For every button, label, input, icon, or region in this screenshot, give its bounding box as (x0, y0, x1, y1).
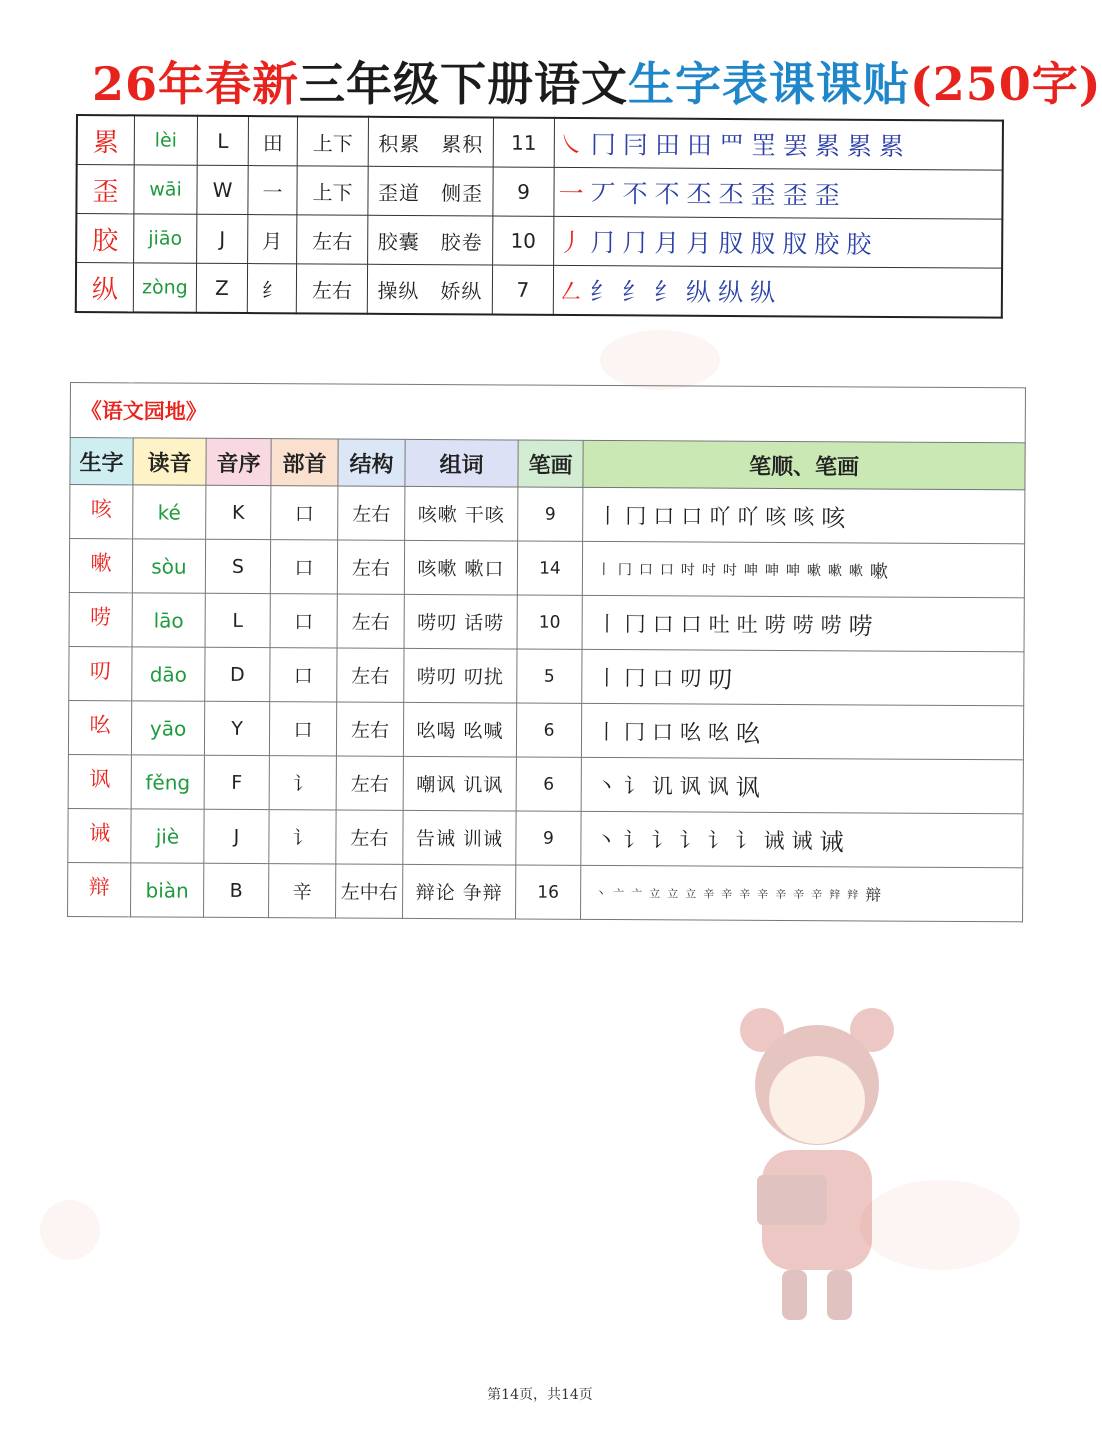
stroke-step: 吖 (737, 504, 759, 529)
character-cell: 讽 (68, 754, 131, 808)
stroke-step: 唠 (848, 612, 873, 641)
stroke-step: 吐 (736, 612, 758, 637)
stroke-order-cell (554, 167, 1003, 219)
stroke-order-cell (581, 811, 1023, 867)
words-cell: 辩论 争辩 (403, 864, 516, 919)
stroke-step: 田 (654, 130, 680, 160)
stroke-count-cell: 6 (516, 757, 581, 811)
header-character: 生字 (70, 438, 133, 485)
header-stroke-count: 笔画 (518, 440, 583, 487)
stroke-step: 吆 (679, 719, 702, 745)
stroke-step: 吐 (708, 612, 730, 637)
words-cell: 嘲讽 讥讽 (403, 756, 516, 811)
table-row (76, 214, 1002, 269)
stroke-count-cell: 14 (517, 541, 582, 595)
words-cell: 歪道 侧歪 (368, 166, 493, 216)
stroke-count-cell: 11 (493, 118, 554, 168)
header-initial: 音序 (206, 438, 271, 485)
radical-cell: 一 (248, 166, 297, 215)
stroke-step: 吋 (680, 561, 696, 578)
stroke-step: 纟 (621, 277, 648, 307)
words-cell: 告诫 训诫 (403, 810, 516, 865)
stroke-step: 月 (654, 228, 680, 258)
pinyin-cell: ké (133, 485, 206, 539)
stroke-step: 诫 (763, 828, 785, 853)
structure-cell: 左中右 (336, 864, 403, 918)
stroke-step: ㇜ (557, 276, 584, 307)
structure-cell: 左右 (337, 648, 404, 702)
stroke-step: 讠 (735, 828, 757, 853)
stroke-step: 辛 (775, 887, 787, 901)
stroke-step: 口 (659, 561, 675, 578)
stroke-step: 纟 (653, 277, 680, 307)
stroke-step: 叨 (708, 665, 733, 694)
structure-cell: 左右 (336, 702, 403, 756)
stroke-step: 口 (652, 611, 674, 636)
stroke-step: 辛 (811, 887, 823, 901)
initial-cell: K (206, 485, 271, 539)
stroke-step: 吋 (701, 562, 717, 579)
structure-cell: 左右 (297, 215, 368, 264)
stroke-step: 纵 (749, 278, 776, 308)
background-decoration (40, 1200, 100, 1260)
stroke-step: 累 (878, 131, 905, 162)
stroke-step: 口 (680, 611, 702, 637)
stroke-step: 诫 (791, 828, 813, 853)
stroke-step: ㇏ (558, 129, 584, 160)
stroke-step: 累 (846, 131, 873, 161)
stroke-step: 丨 (596, 561, 612, 578)
stroke-order-cell (554, 118, 1003, 170)
stroke-count-cell: 10 (517, 595, 582, 649)
stroke-step: 肞 (782, 229, 808, 259)
character-cell: 嗽 (69, 539, 132, 593)
stroke-step: 诫 (819, 828, 844, 857)
title-part-grade-year: 26年春新 (92, 57, 300, 111)
words-cell: 胶囊 胶卷 (368, 215, 493, 265)
stroke-step: 咳 (793, 504, 815, 529)
initial-cell: J (197, 214, 248, 263)
stroke-step: 辛 (703, 887, 715, 901)
radical-cell: 讠 (269, 756, 336, 810)
stroke-step: 辛 (721, 887, 733, 901)
character-cell: 唠 (69, 592, 132, 646)
radical-cell: 口 (270, 540, 337, 594)
stroke-step: 立 (649, 886, 661, 900)
stroke-count-cell: 9 (516, 811, 581, 865)
stroke-step: 罜 (750, 131, 777, 161)
initial-cell: L (197, 116, 248, 166)
stroke-count-cell: 16 (516, 865, 581, 919)
stroke-order-cell (581, 703, 1023, 759)
stroke-order-cell (554, 216, 1003, 268)
stroke-step: 歪 (782, 180, 808, 210)
initial-cell: Y (204, 701, 269, 755)
stroke-step: 累 (814, 131, 841, 161)
stroke-count-cell: 9 (493, 167, 554, 216)
words-cell: 操纵 娇纵 (367, 264, 492, 314)
stroke-step: 纵 (685, 277, 712, 307)
stroke-step: 讥 (651, 773, 673, 798)
stroke-step: 唠 (792, 612, 814, 637)
stroke-step: 口 (653, 503, 675, 528)
pinyin-cell: fěng (131, 755, 204, 809)
stroke-step: 肞 (750, 229, 776, 259)
words-cell: 吆喝 吆喊 (403, 702, 516, 757)
radical-cell: 口 (270, 648, 337, 702)
stroke-step: 丕 (718, 179, 744, 210)
structure-cell: 上下 (297, 166, 368, 215)
page-number: 第14页，共14页 (487, 1387, 593, 1403)
header-pronunciation: 读音 (133, 438, 206, 485)
radical-cell: 口 (270, 594, 337, 648)
stroke-step: 不 (622, 179, 648, 209)
table-row (77, 115, 1003, 170)
stroke-step: 冃 (622, 130, 648, 160)
table-row (76, 165, 1002, 220)
words-cell: 唠叨 话唠 (404, 594, 517, 649)
structure-cell: 上下 (297, 116, 368, 166)
pinyin-cell: jiāo (134, 214, 197, 263)
stroke-count-cell: 10 (493, 216, 554, 265)
header-stroke-order: 笔顺、笔画 (583, 440, 1025, 489)
stroke-step: 冂 (590, 130, 616, 160)
stroke-step: 冂 (625, 503, 647, 528)
stroke-order-cell (582, 595, 1024, 651)
stroke-step: 叨 (680, 665, 702, 691)
words-cell: 咳嗽 嗽口 (404, 540, 517, 595)
stroke-step: 胶 (814, 229, 840, 259)
stroke-step: 讠 (679, 827, 701, 853)
stroke-step: 吆 (707, 720, 730, 745)
character-cell: 诫 (68, 808, 131, 862)
stroke-step: ⺆ (590, 228, 616, 258)
stroke-step: 呻 (785, 562, 801, 579)
pinyin-cell: zòng (133, 263, 196, 313)
stroke-count-cell: 6 (516, 703, 581, 757)
stroke-step: 丶 (595, 886, 607, 900)
stroke-step: 罢 (782, 131, 809, 161)
header-radical: 部首 (271, 439, 338, 486)
radical-cell: 口 (269, 702, 336, 756)
pinyin-cell: dāo (132, 647, 205, 701)
initial-cell: W (197, 165, 248, 214)
pinyin-cell: wāi (134, 165, 197, 214)
stroke-step: 辛 (739, 887, 751, 901)
header-structure: 结构 (338, 439, 405, 486)
table-row (68, 808, 1023, 867)
words-cell: 咳嗽 干咳 (405, 486, 518, 541)
initial-cell: F (204, 755, 269, 809)
stroke-step: 歪 (814, 180, 840, 210)
stroke-count-cell: 7 (492, 265, 553, 315)
structure-cell: 左右 (296, 264, 367, 314)
stroke-step: 罒 (718, 130, 745, 161)
stroke-step: 亠 (631, 886, 643, 900)
character-cell: 吆 (68, 700, 131, 754)
stroke-step: 一 (558, 178, 584, 209)
stroke-step: 嗽 (827, 562, 843, 579)
character-cell: 咳 (70, 485, 133, 539)
stroke-step: 呻 (764, 562, 780, 579)
structure-cell: 左右 (337, 540, 404, 594)
table-header-row (70, 438, 1025, 490)
stroke-step: 辛 (757, 887, 769, 901)
initial-cell: S (205, 539, 270, 593)
stroke-step: 辡 (829, 887, 841, 901)
stroke-step: 咳 (765, 504, 787, 529)
girl-reading-illustration (722, 1000, 912, 1330)
stroke-step: 丨 (596, 611, 618, 636)
stroke-step: 歪 (750, 180, 776, 210)
radical-cell: 月 (248, 215, 297, 264)
stroke-step: 纵 (717, 277, 744, 308)
stroke-step: 亠 (613, 886, 625, 900)
stroke-step: 讠 (651, 827, 673, 852)
stroke-step: 丨 (596, 665, 618, 690)
stroke-step: 辛 (793, 887, 805, 901)
stroke-order-cell (582, 649, 1024, 705)
stroke-step: 口 (681, 503, 703, 529)
table-row (68, 754, 1023, 813)
page-title (92, 52, 1102, 116)
header-words: 组词 (405, 439, 518, 487)
stroke-step: 田 (686, 130, 712, 160)
stroke-step: 胶 (846, 229, 872, 259)
stroke-step: 丨 (597, 503, 619, 528)
structure-cell: 左右 (336, 756, 403, 810)
stroke-step: 丶 (595, 773, 617, 798)
stroke-count-cell: 5 (517, 649, 582, 703)
stroke-step: 肞 (718, 228, 744, 259)
stroke-step: 唠 (764, 612, 786, 637)
character-cell: 辩 (68, 862, 131, 916)
character-cell: 叨 (69, 646, 132, 700)
stroke-step: 立 (685, 886, 697, 901)
section-title: 《语文园地》 (80, 398, 207, 424)
initial-cell: L (205, 593, 270, 647)
table-row (76, 263, 1002, 318)
initial-cell: Z (196, 263, 247, 313)
table-row (69, 539, 1024, 598)
section-header-row (70, 383, 1025, 443)
stroke-step: 丆 (590, 179, 616, 209)
stroke-step: 丶 (595, 827, 617, 852)
character-table-yuwen-yuandi (67, 382, 1026, 905)
stroke-order-cell (582, 541, 1024, 597)
character-cell: 胶 (76, 214, 134, 263)
table-row (69, 646, 1024, 705)
stroke-step: 吋 (722, 562, 738, 579)
stroke-step: 讠 (623, 773, 645, 798)
table-row (70, 485, 1025, 544)
title-part-count: (250字) (910, 57, 1102, 111)
stroke-step: 口 (652, 665, 674, 690)
structure-cell: 左右 (336, 810, 403, 864)
pinyin-cell: jiè (131, 809, 204, 863)
stroke-step: 讽 (679, 773, 701, 799)
stroke-step: 冂 (617, 561, 633, 578)
pinyin-cell: lāo (132, 593, 205, 647)
table-row (69, 592, 1024, 651)
stroke-step: 吆 (735, 719, 761, 748)
stroke-step: 立 (667, 886, 679, 900)
stroke-step: 不 (654, 179, 680, 209)
stroke-step: 讽 (735, 773, 760, 802)
radical-cell: 纟 (247, 264, 296, 314)
stroke-step: 呻 (743, 562, 759, 579)
pinyin-cell: lèi (134, 115, 197, 165)
radical-cell: 口 (271, 486, 338, 540)
stroke-order-cell (553, 265, 1002, 317)
stroke-step: 咳 (821, 504, 846, 533)
stroke-step: 纟 (589, 277, 616, 307)
words-cell: 唠叨 叨扰 (404, 648, 517, 703)
table-row (68, 700, 1023, 759)
stroke-step: 吖 (709, 504, 731, 529)
title-part-topic: 生字表课课贴 (628, 57, 911, 111)
stroke-step: ⺆ (622, 228, 648, 258)
title-part-book: 三年级下册语文 (299, 57, 629, 111)
stroke-step: 冂 (623, 719, 646, 744)
pinyin-cell: yāo (131, 701, 204, 755)
character-cell: 累 (77, 115, 135, 165)
initial-cell: J (204, 809, 269, 863)
character-cell: 歪 (76, 165, 134, 214)
stroke-order-cell (581, 757, 1023, 813)
stroke-step: 丨 (595, 719, 618, 744)
stroke-step: 辩 (865, 885, 882, 905)
pinyin-cell: biàn (131, 863, 204, 917)
structure-cell: 左右 (337, 594, 404, 648)
initial-cell: D (205, 647, 270, 701)
character-cell: 纵 (76, 263, 134, 313)
background-decoration (600, 330, 720, 390)
stroke-step: 冂 (624, 611, 646, 636)
stroke-order-cell (581, 865, 1023, 921)
stroke-step: 辡 (847, 887, 859, 901)
stroke-count-cell: 9 (518, 487, 583, 541)
table-row (68, 862, 1023, 921)
stroke-step: 讽 (707, 774, 729, 799)
stroke-step: 月 (686, 228, 712, 258)
stroke-step: 嗽 (869, 560, 889, 583)
stroke-step: 嗽 (848, 562, 864, 579)
stroke-step: 丕 (686, 179, 712, 209)
stroke-step: 丿 (558, 227, 584, 258)
character-table-top (75, 114, 1004, 319)
pinyin-cell: sòu (132, 539, 205, 593)
stroke-step: 口 (638, 561, 654, 578)
initial-cell: B (204, 863, 269, 917)
radical-cell: 辛 (269, 864, 336, 918)
stroke-order-cell (583, 487, 1025, 543)
stroke-step: 讠 (623, 827, 645, 852)
radical-cell: 田 (248, 116, 297, 166)
stroke-step: 讠 (707, 828, 729, 853)
structure-cell: 左右 (338, 486, 405, 540)
radical-cell: 讠 (269, 810, 336, 864)
words-cell: 积累 累积 (368, 117, 493, 167)
stroke-step: 嗽 (806, 562, 822, 579)
stroke-step: 唠 (820, 612, 842, 637)
stroke-step: 口 (651, 719, 674, 744)
stroke-step: 冂 (624, 665, 646, 690)
